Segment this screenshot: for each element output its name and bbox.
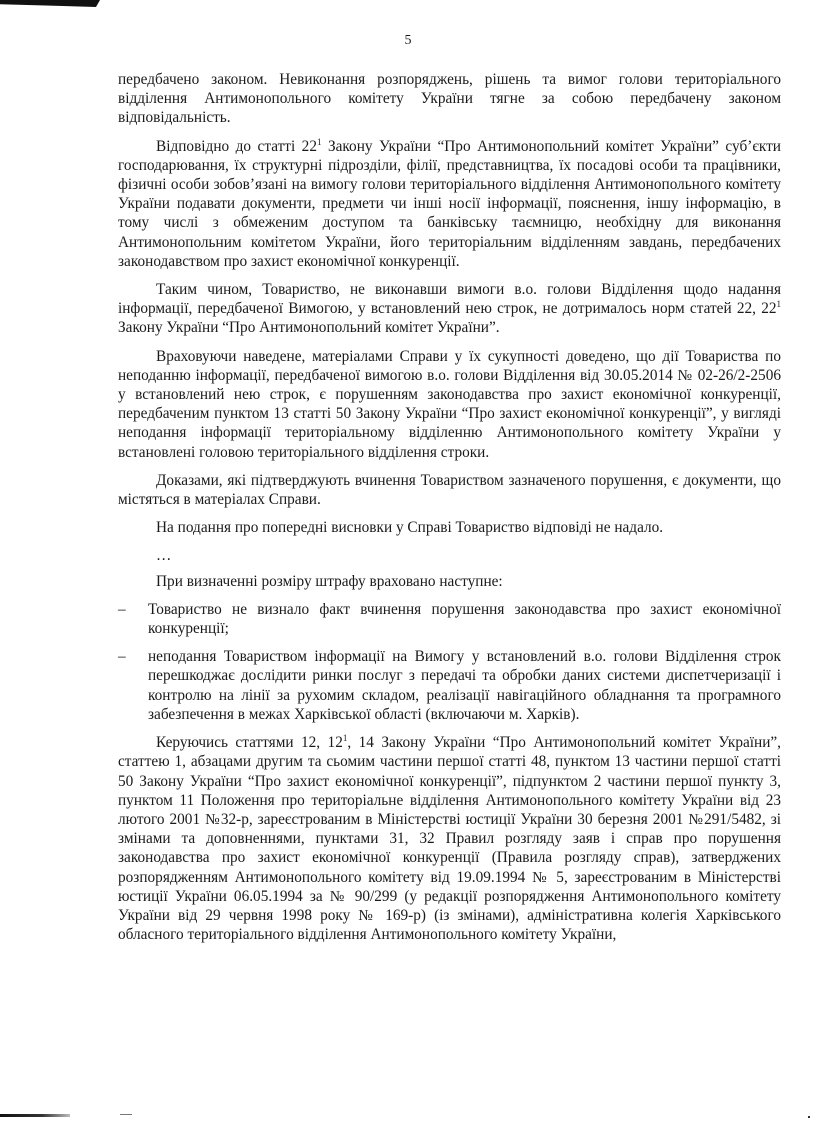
superscript: 1 — [316, 136, 322, 147]
paragraph-text: Закону України “Про Антимонопольний комітет України” суб’єкти господарювання, їх структурні підрозділи, філії, представництва, їх посадові особи та працівники, фізичні особи зобов’язані на вимогу голови територіального відділення Антимонопольного комітету України подавати документи, предмети чи інші носії інформації, пояснення, іншу інформацію, в тому числі з обмеженим доступом та банківську таємницю, необхідну для виконання Антимонопольним комітетом України, його територіальним відділенням завдань, передбачених законодавством про захист економічної конкуренції. — [118, 137, 781, 270]
list-item — [118, 647, 781, 724]
superscript: 1 — [776, 299, 781, 310]
paragraph-evidence: Доказами, які підтверджують вчинення Товариством зазначеного порушення, є документи, що містяться в матеріалах Справи. — [118, 471, 781, 509]
paragraph-violation: Враховуючи наведене, матеріалами Справи у їх сукупності доведено, що дії Товариства по неподанню інформації, передбаченої вимогою в.о. голови Відділення від 30.05.2014 № 02-26/2-2506 у встановлений нею строк, є порушенням законодавства про захист економічної конкуренції, передбаченим пунктом 13 статті 50 Закону України “Про захист економічної конкуренції”, у вигляді неподання інформації територіальному відділенню Антимонопольного комітету України у встановлені головою територіального відділення строки. — [118, 347, 781, 461]
paragraph-conclusion — [118, 280, 781, 338]
paragraph-no-response: На подання про попередні висновки у Справі Товариство відповіді не надало. — [156, 519, 664, 537]
page-number: 5 — [404, 33, 412, 48]
paragraph-fine-intro: При визначенні розміру штрафу враховано наступне: — [156, 572, 503, 590]
paragraph-text: Таким чином, Товариство, не виконавши вимоги в.о. голови Відділення щодо надання інформації, передбаченої Вимогою, у встановлений нею строк, не дотрималось норм статей 22, 22 — [118, 281, 781, 318]
dash-bullet: – — [118, 648, 126, 666]
superscript: 1 — [342, 733, 348, 744]
dash-bullet: – — [118, 600, 126, 618]
document-body — [118, 70, 781, 953]
paragraph-text: Відповідно до статті 22 — [156, 137, 317, 155]
scan-artifact-bottom-left — [0, 1114, 70, 1117]
ellipsis: … — [156, 547, 172, 565]
list-item — [118, 600, 781, 638]
scan-artifact-bottom-mid — [120, 1114, 132, 1115]
scan-artifact-top — [0, 0, 100, 7]
paragraph-article-22-1 — [118, 137, 781, 271]
paragraph-continuation: передбачено законом. Невиконання розпоряджень, рішень та вимог голови територіального відділення Антимонопольного комітету України тягне за собою передбачену законом відповідальність. — [118, 71, 781, 127]
list-item-text: неподання Товариством інформації на Вимогу у встановлений в.о. голови Відділення строк перешкоджає дослідити ринки послуг з передачі та обробки даних системи диспетчеризації і контролю на лінії за рухомим складом, реалізації навігаційного обладнання та програмного забезпечення в межах Харківської області (включаючи м. Харків). — [148, 648, 781, 723]
paragraph-text: Керуючись статтями 12, 12 — [156, 734, 343, 752]
scan-artifact-bottom-right — [808, 1116, 810, 1118]
paragraph-legal-basis — [118, 733, 781, 944]
paragraph-text: Закону України “Про Антимонопольний комітет України”. — [118, 319, 500, 337]
paragraph-text: , 14 Закону України “Про Антимонопольний комітет України”, статтею 1, абзацами другим та сьомим частини першої статті 48, пунктом 13 частини першої статті 50 Закону України “Про захист економічної конкуренції”, підпунктом 2 частини першої пункту 3, пунктом 11 Положення про територіальне відділення Антимонопольного комітету України від 23 лютого 2001 №32-р, зареєстрованим в Міністерстві юстиції України 30 березня 2001 №291/5482, зі змінами та доповненнями, пунктами 31, 32 Правил розгляду заяв і справ про порушення законодавства про захист економічної конкуренції (Правила розгляду справ), затверджених розпорядженням Антимонопольного комітету від 19.09.1994 № 5, зареєстрованим в Міністерстві юстиції України 06.05.1994 за № 90/299 (у редакції розпорядження Антимонопольного комітету України від 29 червня 1998 року № 169-р) (із змінами), адміністративна колегія Харківського обласного територіального відділення Антимонопольного комітету України, — [118, 734, 782, 944]
fine-factors-list — [118, 600, 781, 724]
list-item-text: Товариство не визнало факт вчинення порушення законодавства про захист економічної конкуренції; — [148, 600, 781, 638]
